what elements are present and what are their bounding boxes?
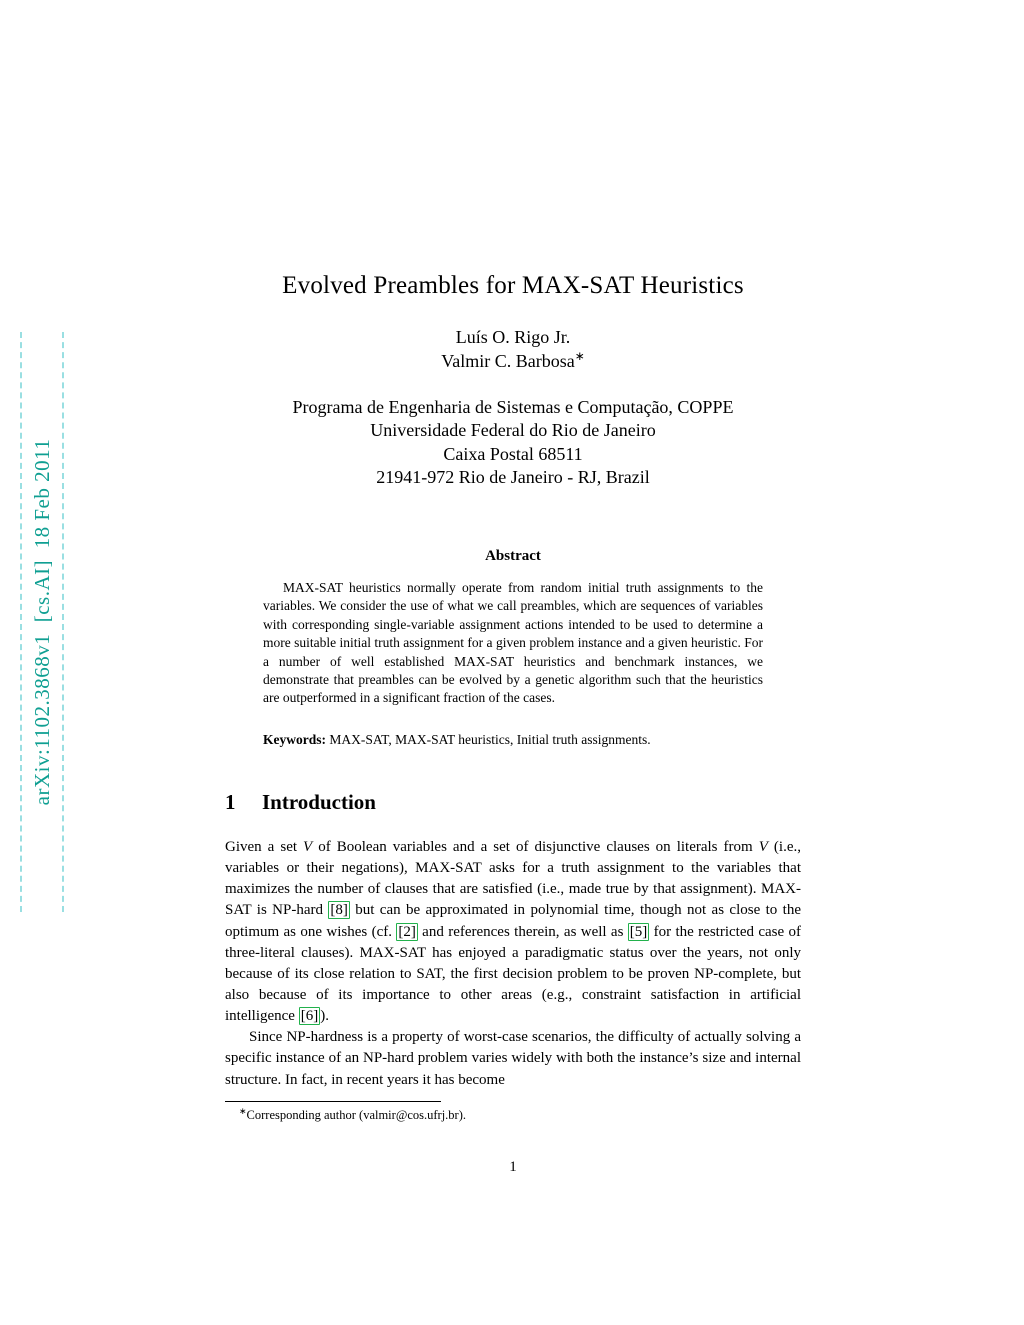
arxiv-watermark-text: arXiv:1102.3868v1 [cs.AI] 18 Feb 2011 [29,438,54,806]
affiliation-line-3: Caixa Postal 68511 [443,443,583,464]
text-segment: Since NP-hardness is a property of worst-case scenarios, the difficulty of actually solving a specific instance of an NP-hard problem varies widely with both the instance’s size and internal structure. In fact, in recent years it has become [225,1029,801,1088]
text-segment: of Boolean variables and a set of disjunctive clauses on literals from [312,838,759,855]
paper-title: Evolved Preambles for MAX-SAT Heuristics [282,272,744,299]
abstract-text: MAX-SAT heuristics normally operate from random initial truth assignments to the variables. We consider the use of what we call preambles, which are sequences of variables with corresponding single-variable assignment actions intended to be used to determine a more suitable initial truth assignment for a given problem instance and a given heuristic. For a number of well established MAX-SAT heuristics and benchmark instances, we demonstrate that preambles can be evolved by a genetic algorithm such that the heuristics are outperformed in a significant fraction of the cases. [263,579,763,706]
citation-ref[interactable]: [8] [330,902,348,919]
footnote-mark: ∗ [239,1105,247,1116]
affiliation-line-4: 21941-972 Rio de Janeiro - RJ, Brazil [376,467,650,488]
page-number: 1 [509,1158,517,1175]
affiliation-block [225,396,801,490]
authors-block [225,326,801,372]
keywords-label: Keywords: [263,731,326,747]
affiliation-line-1: Programa de Engenharia de Sistemas e Computação, COPPE [292,397,734,417]
author-2-footnote-mark: ∗ [574,348,585,363]
text-segment: for the restricted case of three-literal clauses). MAX-SAT has enjoyed a paradigmatic status over the years, not only because of its close relation to SAT, the first decision problem to be proven NP-complete, but also because of its importance to other areas (e.g., constraint satisfaction in artificial intelligence [225,923,801,1025]
citation-ref[interactable]: [2] [398,923,416,940]
citation-ref[interactable]: [6] [300,1008,319,1025]
text-segment: (i.e., variables or their negations), MAX-SAT asks for a truth assignment to the variables that maximizes the number of clauses that are satisfied (i.e., made true by that assignment). MAX-SAT is NP-hard [225,838,801,919]
intro-paragraph-1 [225,837,801,1027]
text-segment: Given a set [225,838,304,855]
keywords-line [263,732,763,748]
text-segment: ). [320,1008,329,1025]
section-heading-introduction [225,790,801,815]
section-number: 1 [225,789,236,814]
corresponding-author-footnote [239,1106,801,1123]
section-title: Introduction [262,789,376,814]
text-segment: but can be approximated in polynomial time, though not as close to the optimum as one wishes (cf. [225,902,801,940]
author-2-name: Valmir C. Barbosa [441,350,575,371]
arxiv-watermark [20,332,64,912]
footnote-rule [225,1101,441,1102]
author-1: Luís O. Rigo Jr. [455,327,571,347]
author-2 [225,349,801,373]
paper-content [225,0,801,1176]
abstract-heading: Abstract [485,547,541,564]
affiliation-line-2: Universidade Federal do Rio de Janeiro [370,420,656,441]
intro-paragraph-2 [225,1027,801,1090]
text-segment: and references therein, as well as [417,923,628,940]
keywords-text: MAX-SAT, MAX-SAT heuristics, Initial truth assignments. [326,731,651,747]
math-variable: V [303,838,313,855]
citation-ref[interactable]: [5] [629,923,648,940]
footnote-text: Corresponding author (valmir@cos.ufrj.br). [246,1107,466,1122]
math-variable: V [758,838,768,855]
